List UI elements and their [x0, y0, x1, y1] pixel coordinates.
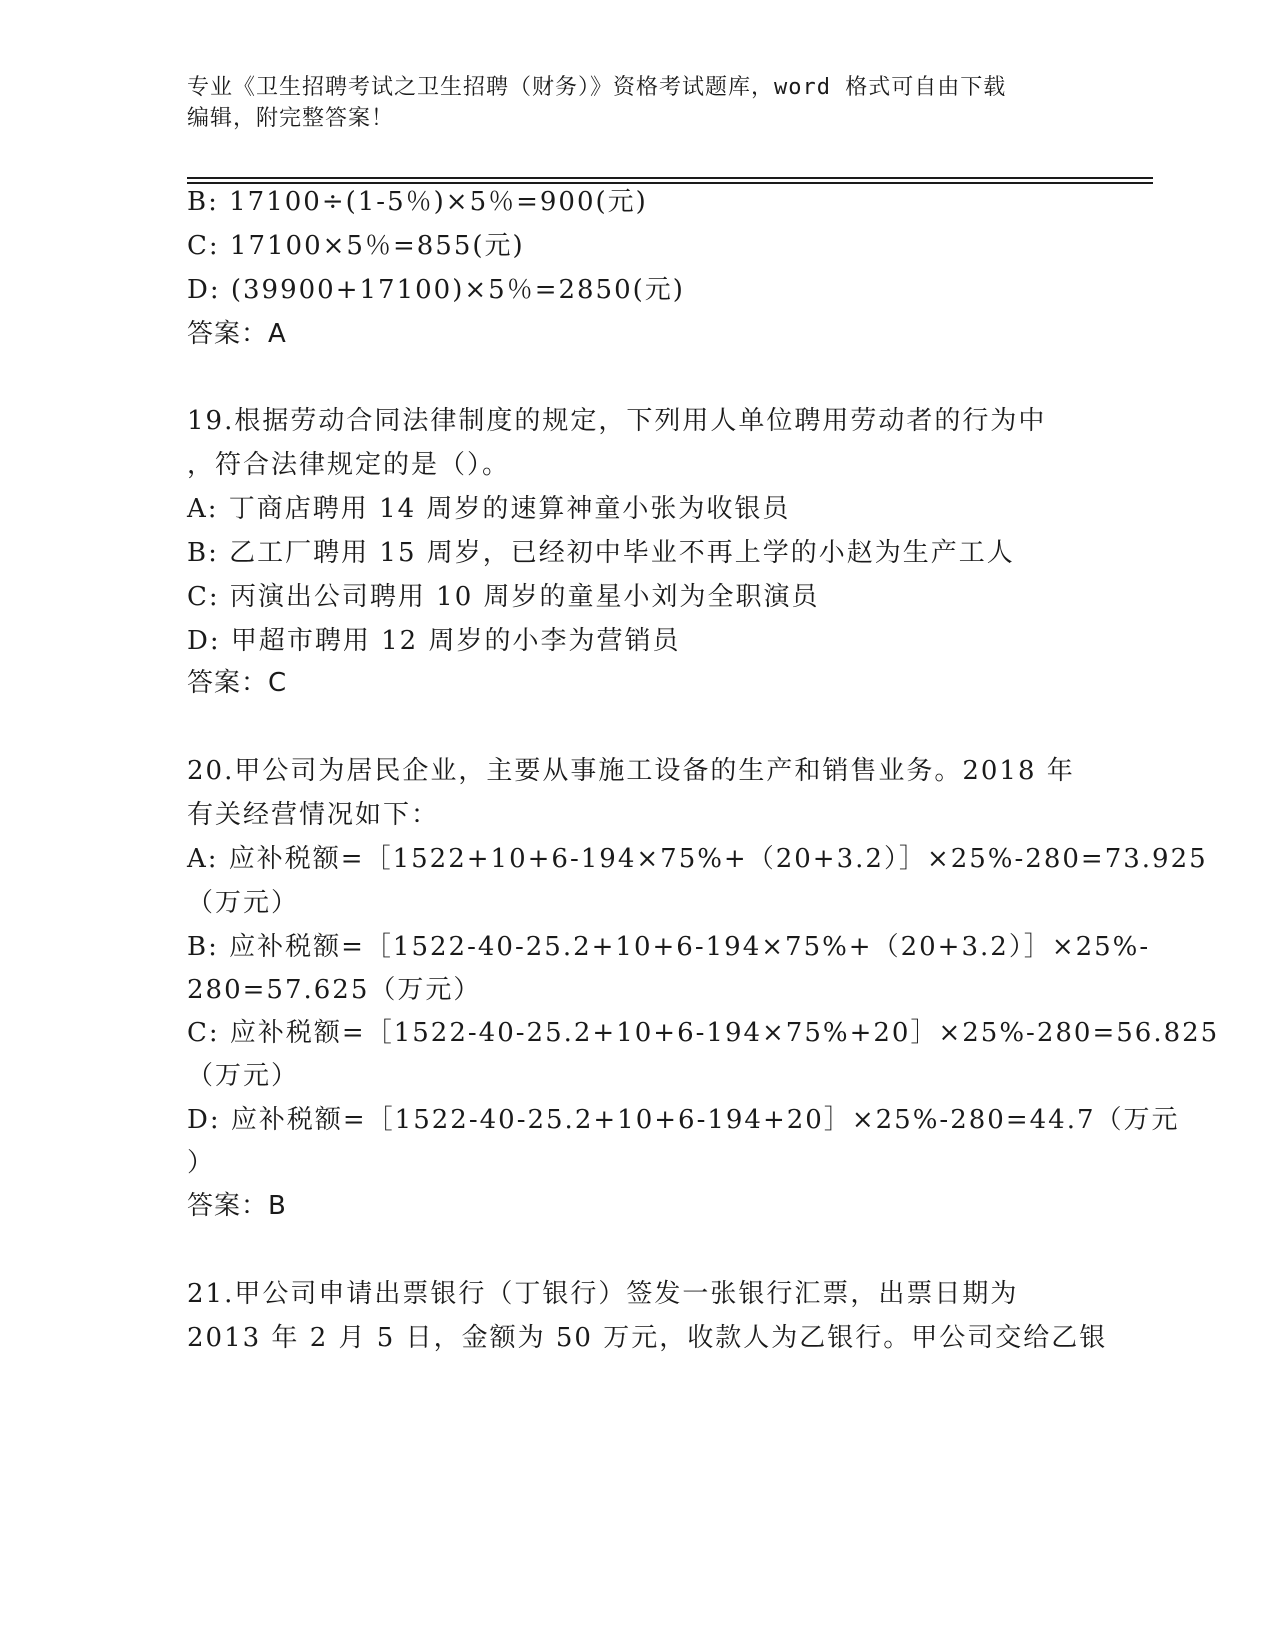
- header-divider-bottom: [187, 182, 1153, 184]
- q19-answer: 答案：C: [187, 668, 288, 698]
- q20-option-c-line-1: C: 应补税额=［1522-40-25.2+10+6-194×75%+20］×25%-280=56.825: [187, 1018, 1220, 1048]
- q18-option-b: B: 17100÷(1-5％)×5％=900(元): [187, 187, 648, 217]
- q21-stem-line-1: 21.甲公司申请出票银行（丁银行）签发一张银行汇票，出票日期为: [187, 1279, 1019, 1309]
- q20-stem-line-1: 20.甲公司为居民企业，主要从事施工设备的生产和销售业务。2018 年: [187, 756, 1075, 786]
- q19-stem-line-1: 19.根据劳动合同法律制度的规定，下列用人单位聘用劳动者的行为中: [187, 406, 1047, 436]
- q18-option-d: D: (39900+17100)×5％=2850(元): [187, 275, 685, 305]
- q20-stem-line-2: 有关经营情况如下：: [187, 800, 440, 830]
- q19-option-a: A: 丁商店聘用 14 周岁的速算神童小张为收银员: [187, 494, 791, 524]
- q20-option-d-line-1: D: 应补税额=［1522-40-25.2+10+6-194+20］×25%-280=44.7（万元: [187, 1105, 1180, 1135]
- header-divider-top: [187, 177, 1153, 179]
- q18-answer: 答案：A: [187, 319, 287, 349]
- q19-option-d: D: 甲超市聘用 12 周岁的小李为营销员: [187, 626, 681, 656]
- header-line-2: 编辑，附完整答案！: [187, 106, 395, 131]
- document-header: [187, 72, 1087, 134]
- q20-option-a-line-2: （万元）: [187, 888, 300, 918]
- q19-stem-line-2: ，符合法律规定的是（）。: [187, 450, 511, 480]
- q20-option-b-line-1: B: 应补税额=［1522-40-25.2+10+6-194×75%+（20+3.2）］×25%-: [187, 932, 1151, 962]
- q20-answer: 答案：B: [187, 1191, 287, 1221]
- q19-option-b: B: 乙工厂聘用 15 周岁，已经初中毕业不再上学的小赵为生产工人: [187, 538, 1015, 568]
- q19-option-c: C: 丙演出公司聘用 10 周岁的童星小刘为全职演员: [187, 582, 820, 612]
- q20-option-a-line-1: A: 应补税额=［1522+10+6-194×75%+（20+3.2）］×25%-280=73.925: [187, 844, 1208, 874]
- q20-option-d-line-2: ）: [187, 1148, 216, 1178]
- q20-option-c-line-2: （万元）: [187, 1061, 300, 1091]
- q18-option-c: C: 17100×5％=855(元): [187, 231, 525, 261]
- q20-option-b-line-2: 280=57.625（万元）: [187, 975, 482, 1005]
- q21-stem-line-2: 2013 年 2 月 5 日，金额为 50 万元，收款人为乙银行。甲公司交给乙银: [187, 1323, 1108, 1353]
- header-line-1: 专业《卫生招聘考试之卫生招聘（财务）》资格考试题库，word 格式可自由下载: [187, 75, 1007, 100]
